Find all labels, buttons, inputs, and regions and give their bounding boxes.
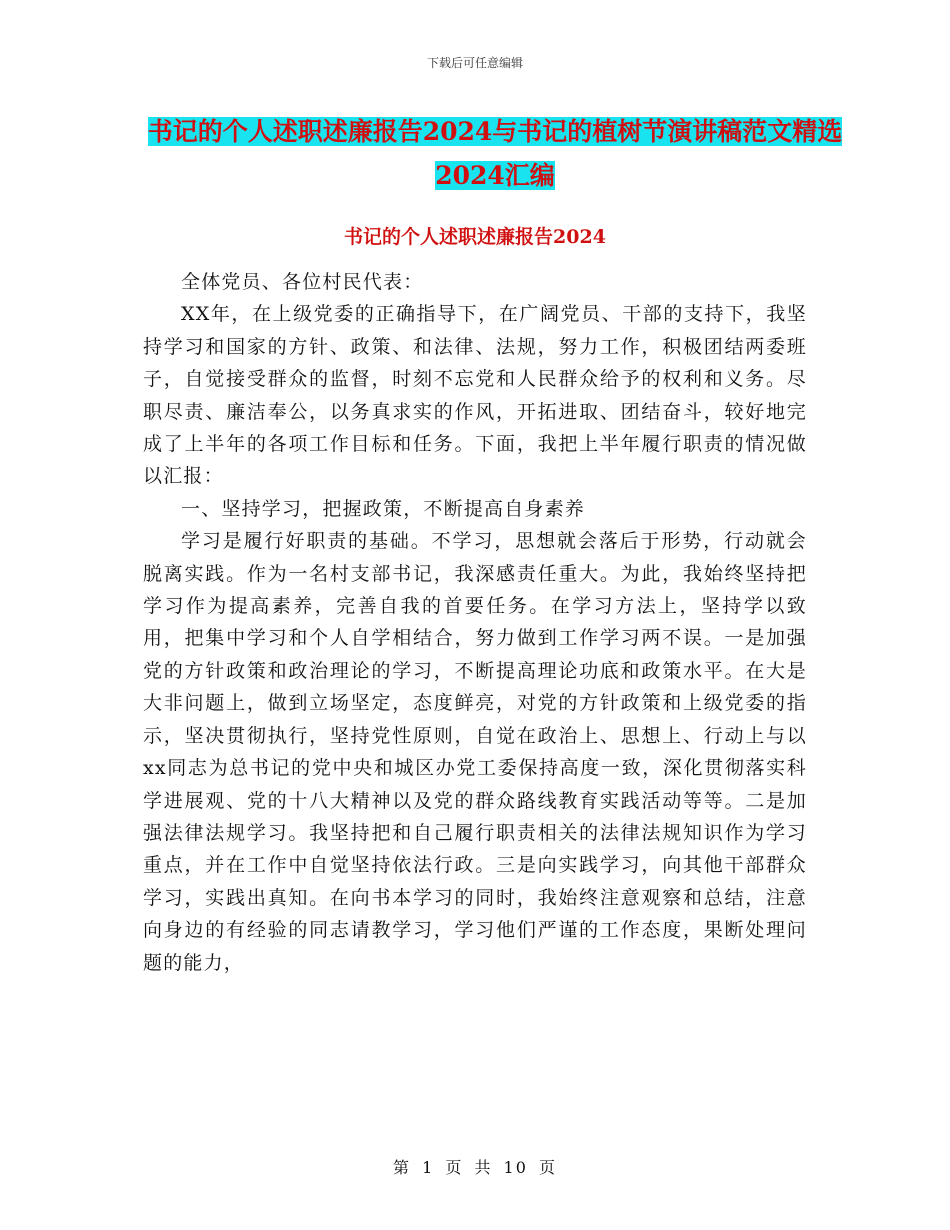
header-note: 下载后可任意编辑 [426,56,523,70]
paragraph-intro: XX年，在上级党委的正确指导下，在广阔党员、干部的支持下，我坚持学习和国家的方针、政策、和法律、法规，努力工作，积极团结两委班子，自觉接受群众的监督，时刻不忘党和人民群众给予的权利和义务。尽职尽责、廉洁奉公，以务真求实的作风，开拓进取、团结奋斗，较好地完成了上半年的各项工作目标和任务。下面，我把上半年履行职责的情况做以汇报： [143,303,807,488]
page-footer: 第 1 页 共 10 页 [393,1158,557,1177]
paragraph-study: 学习是履行好职责的基础。不学习，思想就会落后于形势，行动就会脱离实践。作为一名村支部书记，我深感责任重大。为此，我始终坚持把学习作为提高素养，完善自我的首要任务。在学习方法上，坚持学以致用，把集中学习和个人自学相结合，努力做到工作学习两不误。一是加强党的方针政策和政治理论的学习，不断提高理论功底和政策水平。在大是大非问题上，做到立场坚定，态度鲜亮，对党的方针政策和上级党委的指示，坚决贯彻执行，坚持党性原则，自觉在政治上、思想上、行动上与以xx同志为总书记的党中央和城区办党工委保持高度一致，深化贯彻落实科学进展观、党的十八大精神以及党的群众路线教育实践活动等等。二是加强法律法规学习。我坚持把和自己履行职责相关的法律法规知识作为学习重点，并在工作中自觉坚持依法行政。三是向实践学习，向其他干部群众学习，实践出真知。在向书本学习的同时，我始终注意观察和总结，注意向身边的有经验的同志请教学习，学习他们严谨的工作态度，果断处理问题的能力， [143,530,807,974]
section-title: 书记的个人述职述廉报告2024 [344,226,606,248]
document-title-text: 书记的个人述职述廉报告2024与书记的植树节演讲稿范文精选2024汇编 [147,117,843,190]
body-text [143,266,807,979]
paragraph-salutation: 全体党员、各位村民代表： [181,271,424,293]
paragraph-heading-1: 一、坚持学习，把握政策，不断提高自身素养 [181,497,586,520]
document-title [140,110,850,198]
